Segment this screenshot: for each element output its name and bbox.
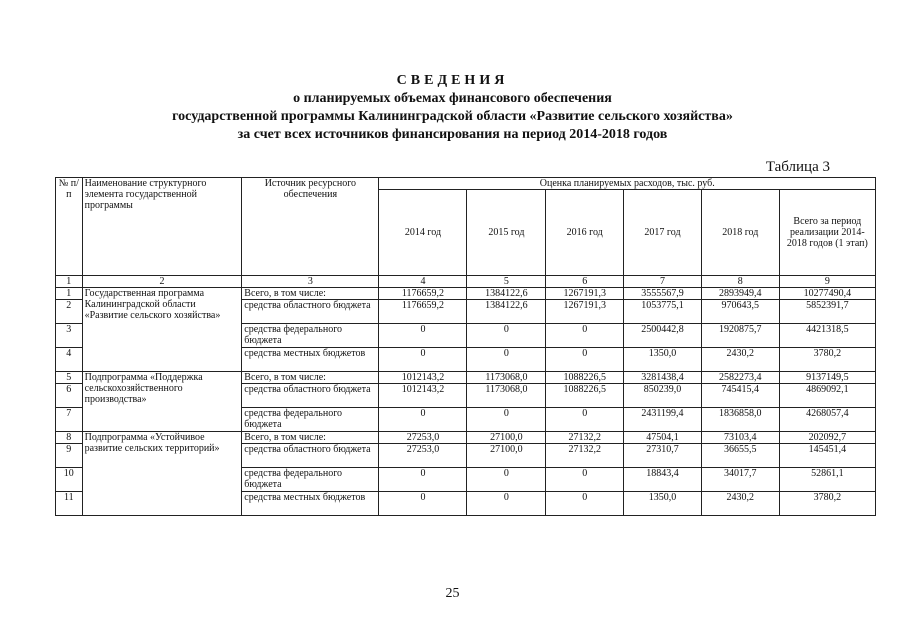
year-value: 2430,2 (701, 492, 779, 516)
row-number: 5 (56, 372, 83, 384)
row-number: 1 (56, 288, 83, 300)
year-value: 1350,0 (624, 348, 702, 372)
year-value: 1173068,0 (467, 372, 546, 384)
doc-subtitle-2: государственной программы Калининградской области «Развитие сельского хозяйства» (172, 109, 733, 124)
row-number: 10 (56, 468, 83, 492)
col-number: 3 (242, 276, 379, 288)
year-value: 1053775,1 (624, 300, 702, 324)
funding-table (55, 177, 876, 516)
total-value: 10277490,4 (779, 288, 875, 300)
total-value: 202092,7 (779, 432, 875, 444)
year-value: 0 (467, 468, 546, 492)
year-value: 27100,0 (467, 432, 546, 444)
funding-source: Всего, в том числе: (242, 288, 379, 300)
header-num: № п/п (56, 178, 83, 276)
year-value: 0 (546, 324, 624, 348)
year-value: 1267191,3 (546, 300, 624, 324)
funding-source: средства местных бюджетов (242, 348, 379, 372)
header-year: 2014 год (379, 190, 467, 276)
doc-title: СВЕДЕНИЯ (396, 73, 509, 88)
year-value: 3281438,4 (624, 372, 702, 384)
year-value: 0 (546, 492, 624, 516)
year-value: 34017,7 (701, 468, 779, 492)
table-row (56, 372, 876, 384)
year-value: 2430,2 (701, 348, 779, 372)
year-value: 47504,1 (624, 432, 702, 444)
year-value: 2582273,4 (701, 372, 779, 384)
total-value: 3780,2 (779, 348, 875, 372)
year-value: 1384122,6 (467, 288, 546, 300)
row-number: 7 (56, 408, 83, 432)
year-value: 0 (467, 492, 546, 516)
header-total: Всего за период реализации 2014-2018 годов (1 этап) (779, 190, 875, 276)
element-name: Подпрограмма «Поддержка сельскохозяйственного производства» (82, 372, 242, 432)
year-value: 0 (546, 348, 624, 372)
funding-source: средства федерального бюджета (242, 468, 379, 492)
header-estimate: Оценка планируемых расходов, тыс. руб. (379, 178, 876, 190)
col-number: 5 (467, 276, 546, 288)
year-value: 0 (546, 468, 624, 492)
year-value: 0 (379, 348, 467, 372)
col-number: 8 (701, 276, 779, 288)
doc-subtitle-1: о планируемых объемах финансового обеспечения (293, 91, 612, 106)
year-value: 850239,0 (624, 384, 702, 408)
funding-source: средства федерального бюджета (242, 408, 379, 432)
year-value: 1012143,2 (379, 384, 467, 408)
header-year: 2015 год (467, 190, 546, 276)
year-value: 745415,4 (701, 384, 779, 408)
total-value: 4869092,1 (779, 384, 875, 408)
year-value: 3555567,9 (624, 288, 702, 300)
col-number: 7 (624, 276, 702, 288)
year-value: 18843,4 (624, 468, 702, 492)
year-value: 27132,2 (546, 432, 624, 444)
total-value: 4421318,5 (779, 324, 875, 348)
total-value: 3780,2 (779, 492, 875, 516)
year-value: 0 (546, 408, 624, 432)
col-number: 2 (82, 276, 242, 288)
funding-source: средства местных бюджетов (242, 492, 379, 516)
total-value: 52861,1 (779, 468, 875, 492)
year-value: 1176659,2 (379, 288, 467, 300)
year-value: 27100,0 (467, 444, 546, 468)
total-value: 145451,4 (779, 444, 875, 468)
funding-source: Всего, в том числе: (242, 432, 379, 444)
header-source: Источник ресурсного обеспечения (242, 178, 379, 276)
header-year: 2016 год (546, 190, 624, 276)
year-value: 27310,7 (624, 444, 702, 468)
year-value: 0 (467, 348, 546, 372)
row-number: 4 (56, 348, 83, 372)
funding-source: средства областного бюджета (242, 444, 379, 468)
row-number: 6 (56, 384, 83, 408)
row-number: 8 (56, 432, 83, 444)
row-number: 9 (56, 444, 83, 468)
year-value: 1920875,7 (701, 324, 779, 348)
year-value: 1267191,3 (546, 288, 624, 300)
year-value: 0 (379, 468, 467, 492)
total-value: 5852391,7 (779, 300, 875, 324)
year-value: 1176659,2 (379, 300, 467, 324)
year-value: 1088226,5 (546, 384, 624, 408)
col-number: 9 (779, 276, 875, 288)
funding-source: Всего, в том числе: (242, 372, 379, 384)
header-name: Наименование структурного элемента государственной программы (82, 178, 242, 276)
year-value: 27253,0 (379, 444, 467, 468)
year-value: 2893949,4 (701, 288, 779, 300)
year-value: 27132,2 (546, 444, 624, 468)
element-name: Подпрограмма «Устойчивое развитие сельских территорий» (82, 432, 242, 516)
year-value: 27253,0 (379, 432, 467, 444)
year-value: 1350,0 (624, 492, 702, 516)
year-value: 1088226,5 (546, 372, 624, 384)
year-value: 2500442,8 (624, 324, 702, 348)
year-value: 2431199,4 (624, 408, 702, 432)
row-number: 2 (56, 300, 83, 324)
row-number: 11 (56, 492, 83, 516)
header-year: 2018 год (701, 190, 779, 276)
year-value: 0 (379, 324, 467, 348)
table-row (56, 432, 876, 444)
year-value: 36655,5 (701, 444, 779, 468)
year-value: 0 (379, 492, 467, 516)
year-value: 0 (467, 408, 546, 432)
doc-subtitle-3: за счет всех источников финансирования на период 2014-2018 годов (237, 127, 668, 142)
element-name: Государственная программа Калининградской области «Развитие сельского хозяйства» (82, 288, 242, 372)
funding-source: средства федерального бюджета (242, 324, 379, 348)
col-number: 4 (379, 276, 467, 288)
table-row (56, 288, 876, 300)
header-year: 2017 год (624, 190, 702, 276)
col-number: 1 (56, 276, 83, 288)
total-value: 4268057,4 (779, 408, 875, 432)
row-number: 3 (56, 324, 83, 348)
year-value: 1173068,0 (467, 384, 546, 408)
total-value: 9137149,5 (779, 372, 875, 384)
year-value: 1012143,2 (379, 372, 467, 384)
funding-source: средства областного бюджета (242, 384, 379, 408)
year-value: 0 (379, 408, 467, 432)
year-value: 1384122,6 (467, 300, 546, 324)
funding-source: средства областного бюджета (242, 300, 379, 324)
year-value: 0 (467, 324, 546, 348)
page-number: 25 (445, 586, 460, 601)
col-number: 6 (546, 276, 624, 288)
year-value: 1836858,0 (701, 408, 779, 432)
table-label: Таблица 3 (765, 159, 830, 175)
year-value: 970643,5 (701, 300, 779, 324)
year-value: 73103,4 (701, 432, 779, 444)
